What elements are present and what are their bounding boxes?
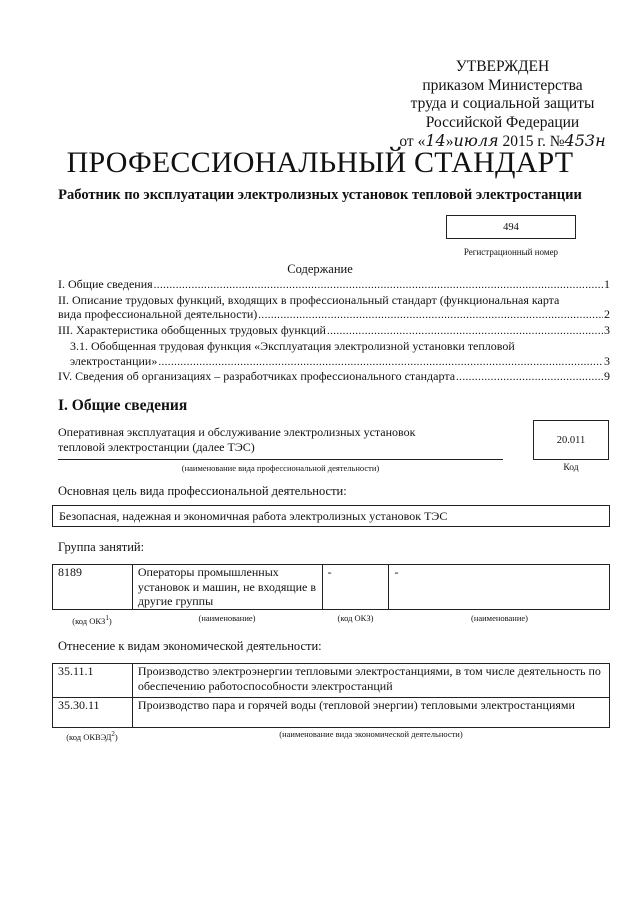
approval-title: УТВЕРЖДЕН bbox=[455, 58, 550, 75]
occupation-name-cell: Операторы промышленных установок и машин, не входящие в другие группы bbox=[132, 565, 322, 610]
activity-code-caption: Код bbox=[563, 463, 579, 473]
registration-number-box: 494 bbox=[446, 215, 576, 239]
approval-line: труда и социальной защиты bbox=[410, 95, 595, 112]
caption-okved-code: (код ОКВЭД$^2$) bbox=[66, 730, 118, 742]
activity-caption: (наименование вида профессиональной деятельности) bbox=[181, 463, 380, 473]
toc-title: Содержание bbox=[287, 262, 353, 276]
toc-entry-text: IV. Сведения об организациях – разработчиках профессионального стандарта bbox=[58, 369, 456, 384]
goal-label: Основная цель вида профессиональной деятельности: bbox=[58, 484, 347, 498]
caption-okz-code: (код ОКЗ) bbox=[337, 613, 374, 623]
toc-page-number: 9 bbox=[604, 369, 610, 384]
document-subtitle: Работник по эксплуатации электролизных установок тепловой электростанции bbox=[58, 187, 582, 203]
economic-activity-table bbox=[52, 663, 610, 728]
economic-activity-label: Отнесение к видам экономической деятельности: bbox=[58, 639, 322, 653]
date-mid: » bbox=[445, 133, 454, 150]
table-row bbox=[53, 698, 610, 728]
date-year: 2015 г. № bbox=[502, 133, 565, 150]
occupation-group-label: Группа занятий: bbox=[58, 540, 145, 554]
activity-underline bbox=[58, 459, 503, 460]
toc-entry-text: 3.1. Обобщенная трудовая функция «Эксплуатация электролизной установки тепловой bbox=[70, 338, 515, 353]
approval-line: приказом Министерства bbox=[422, 76, 583, 94]
toc-leader-dots bbox=[154, 278, 603, 293]
toc-leader-dots bbox=[456, 370, 603, 385]
activity-code-box: 20.011 bbox=[533, 420, 609, 460]
toc-page-number: 2 bbox=[604, 307, 610, 322]
toc-leader-dots bbox=[327, 324, 603, 339]
toc-entry-text: вида профессиональной деятельности) bbox=[58, 307, 258, 322]
toc-page-number: 1 bbox=[604, 277, 610, 291]
toc-entry-text: III. Характеристика обобщенных трудовых функций bbox=[58, 323, 326, 338]
table-row bbox=[53, 565, 610, 610]
toc-entry-text: электростанции» bbox=[70, 353, 158, 368]
approval-line: Российской Федерации bbox=[425, 113, 580, 131]
caption-economic-activity-name: (наименование вида экономической деятельности) bbox=[279, 729, 463, 739]
handwritten-day: 14 bbox=[425, 131, 446, 150]
activity-name-line: тепловой электростанции (далее ТЭС) bbox=[58, 440, 255, 454]
okved-name-cell: Производство пара и горячей воды (тепловой энергии) тепловыми электростанциями bbox=[132, 698, 609, 728]
toc-page-number: 3 bbox=[604, 323, 610, 338]
toc-entry-section-1[interactable] bbox=[58, 277, 610, 293]
date-prefix: от « bbox=[399, 133, 426, 150]
table-of-contents bbox=[58, 277, 610, 385]
toc-entry-section-4[interactable] bbox=[58, 369, 610, 385]
okved-code-cell: 35.30.11 bbox=[53, 698, 133, 728]
toc-entry-text: II. Описание трудовых функций, входящих в профессиональный стандарт (функциональная карта bbox=[58, 292, 560, 307]
caption-okz-code: (код ОКЗ$^1$) bbox=[72, 614, 112, 626]
toc-leader-dots bbox=[258, 308, 603, 323]
approval-block bbox=[395, 58, 610, 152]
okz-code-cell: 8189 bbox=[53, 565, 133, 610]
toc-leader-dots bbox=[158, 355, 603, 370]
okved-name-cell: Производство электроэнергии тепловыми электростанциями, в том числе деятельность по обеспечению работоспособности электростанций bbox=[132, 664, 609, 698]
occupation-table bbox=[52, 564, 610, 610]
table-row bbox=[53, 664, 610, 698]
activity-name-line: Оперативная эксплуатация и обслуживание электролизных установок bbox=[58, 425, 416, 439]
section-heading: I. Общие сведения bbox=[58, 397, 188, 414]
caption-name: (наименование) bbox=[470, 613, 529, 623]
registration-number-label: Регистрационный номер bbox=[463, 247, 559, 257]
caption-name: (наименование) bbox=[198, 613, 256, 623]
toc-entry-section-2[interactable] bbox=[58, 293, 610, 323]
toc-entry-text: I. Общие сведения bbox=[58, 277, 153, 291]
okved-code-cell: 35.11.1 bbox=[53, 664, 133, 698]
document-title: ПРОФЕССИОНАЛЬНЫЙ СТАНДАРТ bbox=[66, 146, 574, 179]
toc-entry-section-3[interactable] bbox=[58, 323, 610, 339]
toc-entry-section-3-1[interactable] bbox=[58, 339, 610, 369]
handwritten-month: июля bbox=[453, 131, 499, 150]
goal-box: Безопасная, надежная и экономичная работа электролизных установок ТЭС bbox=[52, 505, 610, 527]
okz-code-cell: - bbox=[322, 565, 389, 610]
toc-page-number: 3 bbox=[604, 353, 610, 368]
activity-name bbox=[58, 425, 503, 455]
handwritten-order-number: 453н bbox=[564, 131, 606, 150]
occupation-name-cell: - bbox=[389, 565, 610, 610]
